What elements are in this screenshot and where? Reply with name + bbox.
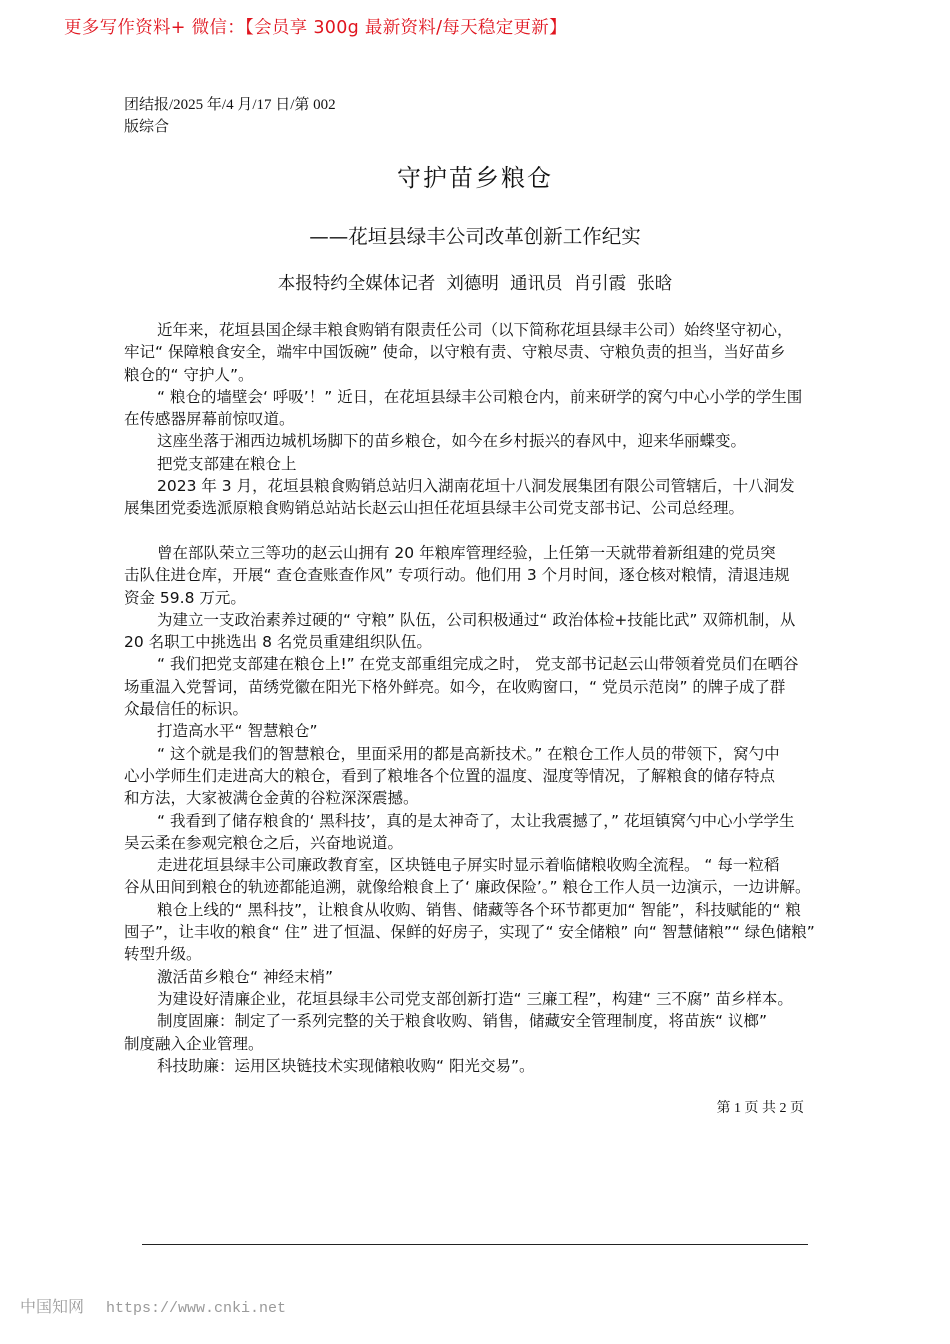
body-line: 场重温入党誓词，苗绣党徽在阳光下格外鲜亮。如今，在收购窗口，“ 党员示范岗” 的牌子成了群 bbox=[124, 677, 786, 696]
body-line: 转型升级。 bbox=[124, 945, 202, 964]
body-line: “ 这个就是我们的智慧粮仓，里面采用的都是高新技术。” 在粮仓工作人员的带领下，窝勺中 bbox=[157, 744, 780, 763]
body-line: 展集团党委选派原粮食购销总站站长赵云山担任花垣县绿丰公司党支部书记、公司总经理。 bbox=[124, 499, 745, 518]
body-line: 曾在部队荣立三等功的赵云山拥有 20 年粮库管理经验，上任第一天就带着新组建的党员突 bbox=[157, 543, 776, 562]
body-line: 这座坐落于湘西边城机场脚下的苗乡粮仓，如今在乡村振兴的春风中，迎来华丽蝶变。 bbox=[157, 432, 747, 451]
body-line: 制度融入企业管理。 bbox=[124, 1034, 264, 1053]
article-title: 守护苗乡粮仓 bbox=[397, 164, 553, 192]
publication-meta bbox=[124, 94, 336, 138]
article-subtitle: ——花垣县绿丰公司改革创新工作纪实 bbox=[309, 225, 641, 248]
body-line: “ 我们把党支部建在粮仓上!” 在党支部重组完成之时， 党支部书记赵云山带领着党员们在晒谷 bbox=[157, 655, 799, 674]
body-line: 囤子”，让丰收的粮食“ 住” 进了恒温、保鲜的好房子，实现了“ 安全储粮” 向“ 智慧储粮”“ 绿色储粮” bbox=[124, 923, 815, 942]
body-line: 和方法，大家被满仓金黄的谷粒深深震撼。 bbox=[124, 789, 419, 808]
promo-banner: 更多写作资料+ 微信：【会员享 300g 最新资料/每天稳定更新】 bbox=[64, 18, 567, 38]
footer-url[interactable]: https://www.cnki.net bbox=[106, 1300, 287, 1317]
footer-brand: 中国知网 bbox=[20, 1297, 85, 1316]
body-line: 粮仓上线的“ 黑科技”，让粮食从收购、销售、储藏等各个环节都更加“ 智能”，科技赋能的“ 粮 bbox=[157, 900, 801, 919]
body-line: 击队住进仓库，开展“ 查仓查账查作风” 专项行动。他们用 3 个月时间，逐仓核对粮情，清退违规 bbox=[124, 566, 790, 585]
body-line: 粮仓的“ 守护人”。 bbox=[124, 365, 254, 384]
publication-meta-line2: 版综合 bbox=[124, 119, 170, 135]
body-line: 谷从田间到粮仓的轨迹都能追溯，就像给粮食上了‘ 廉政保险’。” 粮仓工作人员一边演示，一边讲解。 bbox=[124, 878, 811, 897]
body-line: “ 我看到了储存粮食的‘ 黑科技’，真的是太神奇了，太让我震撼了，” 花垣镇窝勺中心小学学生 bbox=[157, 811, 795, 830]
footer-divider bbox=[142, 1244, 808, 1245]
footer bbox=[20, 1294, 286, 1317]
body-line: 众最信任的标识。 bbox=[124, 700, 249, 719]
blank-line bbox=[124, 520, 844, 542]
body-line: 在传感器屏幕前惊叹道。 bbox=[124, 410, 295, 429]
body-line: “ 粮仓的墙壁会‘ 呼吸’！” 近日，在花垣县绿丰公司粮仓内，前来研学的窝勺中心小学的学生围 bbox=[157, 387, 803, 406]
section-heading: 打造高水平“ 智慧粮仓” bbox=[157, 722, 318, 741]
page-number: 第 1 页 共 2 页 bbox=[716, 1101, 804, 1116]
body-line: 吴云柔在参观完粮仓之后，兴奋地说道。 bbox=[124, 833, 404, 852]
publication-meta-line1: 团结报/2025 年/4 月/17 日/第 002 bbox=[124, 97, 336, 113]
section-heading: 激活苗乡粮仓“ 神经末梢” bbox=[157, 967, 333, 986]
body-line: 制度固廉：制定了一系列完整的关于粮食收购、销售，储藏安全管理制度，将苗族“ 议榔” bbox=[157, 1012, 767, 1031]
body-line: 心小学师生们走进高大的粮仓，看到了粮堆各个位置的温度、湿度等情况，了解粮食的储存特点 bbox=[124, 766, 776, 785]
body-line: 为建设好清廉企业，花垣县绿丰公司党支部创新打造“ 三廉工程”，构建“ 三不腐” 苗乡样本。 bbox=[157, 989, 793, 1008]
body-line: 2023 年 3 月，花垣县粮食购销总站归入湖南花垣十八洞发展集团有限公司管辖后，十八洞发 bbox=[157, 477, 795, 496]
section-heading: 把党支部建在粮仓上 bbox=[157, 454, 297, 473]
body-line: 科技助廉：运用区块链技术实现储粮收购“ 阳光交易”。 bbox=[157, 1056, 535, 1075]
article-byline: 本报特约全媒体记者 刘德明 通讯员 肖引霞 张晗 bbox=[277, 274, 673, 294]
body-line: 资金 59.8 万元。 bbox=[124, 588, 246, 607]
body-line: 走进花垣县绿丰公司廉政教育室，区块链电子屏实时显示着临储粮收购全流程。 “ 每一粒稻 bbox=[157, 856, 780, 875]
body-line: 为建立一支政治素养过硬的“ 守粮” 队伍，公司积极通过“ 政治体检+技能比武” 双筛机制，从 bbox=[157, 610, 796, 629]
body-line: 牢记“ 保障粮食安全，端牢中国饭碗” 使命，以守粮有责、守粮尽责、守粮负责的担当，当好苗乡 bbox=[124, 343, 786, 362]
body-line: 20 名职工中挑选出 8 名党员重建组织队伍。 bbox=[124, 633, 432, 652]
article-body bbox=[124, 319, 844, 1077]
body-line: 近年来，花垣县国企绿丰粮食购销有限责任公司（以下简称花垣县绿丰公司）始终坚守初心， bbox=[157, 321, 793, 339]
